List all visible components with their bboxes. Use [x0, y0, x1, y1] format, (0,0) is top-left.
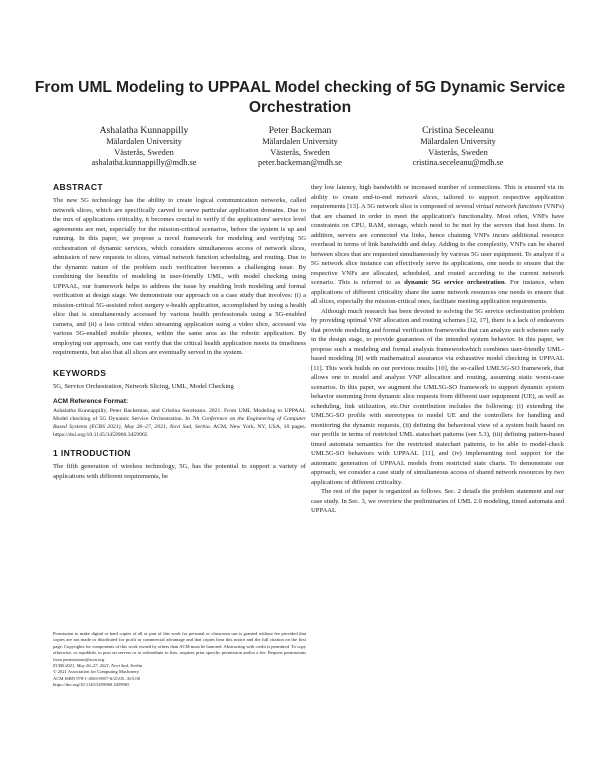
keywords-heading: KEYWORDS: [53, 367, 107, 378]
copyright-line: © 2021 Association for Computing Machinery.: [53, 669, 140, 675]
conference-line: ECBS 2021, May 26–27, 2021, Novi Sad, Serbia: [53, 663, 143, 669]
author-name: Cristina Seceleanu: [422, 125, 494, 136]
author-email[interactable]: peter.backeman@mdh.se: [258, 158, 342, 168]
paper-title: From UML Modeling to UPPAAL Model checking of 5G Dynamic Service Orchestration: [34, 79, 566, 116]
left-column: [53, 181, 306, 481]
introduction-paragraph-4: The rest of the paper is organized as follows. Sec. 2 details the problem statement and our case study. In Sec. 3, we overview the preliminaries of UML 2.0 modeling, timed automata and UPPAAL: [311, 488, 564, 514]
emphasis-vnf: virtual network functions: [475, 203, 543, 210]
introduction-paragraph-2: [311, 183, 564, 307]
right-column: [311, 183, 564, 516]
emphasis-dso: dynamic 5G service orchestration: [404, 279, 505, 286]
author-email[interactable]: cristina.seceleanu@mdh.se: [412, 158, 504, 168]
author-name: Ashalatha Kunnappilly: [99, 125, 189, 136]
introduction-paragraph-3: Although much research has been devoted to solving the 5G service orchestration problem by providing optimal VNF allocation and routing schemes [12, 17], there is a lack of endeavors that provide modeling and formal verification frameworks that can analyze such schemes early in the design stage, to provide guarantees of the intended system behavior. In this paper, we propose such a modeling and formal analysis frameworkwhich combines user-friendly UML-based modeling [8] with mathematical assurance via exhaustive model checking in UPPAAL [11]. This work builds on our previous results [10], the so-called UML5G-SO framework, that allows one to model and analyze VNF allocation and routing, assuming static worst-case scenarios. In this paper, we augment the UML5G-SO framework to support dynamic system behavior stemming from dynamic slice requests from different user equipment (UE), as well as scheduling, link utilization, etc.Our contribution includes the following: (i) extending the UML5G-SO profile with stereotypes to model UE and the controllers for handling and monitoring the dynamic requests, (ii) defining the behavioral view of a system built based on our profile in terms of restricted UML statechart patterns (see 5.3), (iii) defining pattern-based timed automata semantics for the restricted statechart patterns, to be able to model-check UML5G-SO behaviors with UPPAAL [11], and (iv) implementing tool support for the automatic generation of UPPAAL models from restricted state charts. To demonstrate our approach, we consider a case study of simultaneous access of shared network resources by two applications of different criticality.: [311, 307, 564, 486]
acm-reference-doi[interactable]: ACM, New York, NY, USA, 10 pages. https://doi.org/10.1145/3459960.3459965: [53, 423, 306, 439]
text-run: (VNFs) that are chained in order to meet the application's functionality. Most often, VNFs have constraints on CPU, RAM, storage, which need to be met by the servers that host them. In addition, servers are connected via links, hence chaining VNFs incurs additional resource overhead in terms of link bandwidth and delay. Adding to the complexity, VNFs can be shared between slices that are requested simultaneously by various 5G user equipment. To analyze if a 5G network slice instance can effectively serve its applications, one needs to ensure that the respective VNFs are allocated, scheduled, and routed according to the current network scenario. This is referred to as: [311, 203, 564, 286]
abstract-heading: ABSTRACT: [53, 182, 103, 192]
keywords-text: 5G, Service Orchestration, Network Slicing, UML, Model Checking: [53, 382, 234, 390]
text-run: , tailored to support respective application requirements [13]. A 5G network slice is composed of several: [311, 193, 564, 210]
author-block: [0, 125, 600, 177]
emphasis-network-slices: network slices: [396, 193, 438, 201]
acm-reference-venue: 7th Conference on the Engineering of Computer Based Systems (ECBS 2021), May 26–27, 2021, Novi Sad, Serbia.: [53, 415, 306, 430]
isbn-line: ACM ISBN 978-1-4503-8957-6/21/05...$15.00: [53, 675, 141, 681]
copyright-footnote: [53, 631, 306, 689]
acm-reference-text: [53, 407, 306, 440]
text-run: they low latency, high bandwidth or increased number of connections. This is ensured via its ability to create end-to-end: [311, 184, 564, 201]
author-affiliation: Mälardalen University: [106, 137, 182, 146]
author-email[interactable]: ashalatha.kunnappilly@mdh.se: [91, 158, 197, 168]
introduction-heading: 1 INTRODUCTION: [53, 448, 131, 459]
author-name: Peter Backeman: [268, 125, 332, 136]
permission-notice: Permission to make digital or hard copies of all or part of this work for personal or classroom use is granted without fee provided that copies are not made or distributed for profit or commercial advantage and that copies bear this notice and the full citation on the first page. Copyrights for components of this work owned by others than ACM must be honored. Abstracting with credit is permitted. To copy otherwise, or republish, to post on servers or to redistribute to lists, requires prior specific permission and/or a fee. Request permissions from permissions@acm.org.: [53, 631, 306, 662]
author-location: Västerås, Sweden: [270, 147, 330, 157]
doi-link[interactable]: https://doi.org/10.1145/3459960.3459965: [53, 682, 130, 688]
acm-reference-authors: Ashalatha Kunnappilly, Peter Backeman, and Cristina Seceleanu. 2021. From UML Modeling to UPPAAL Model checking of 5G Dynamic Service Orchestration. In: [53, 407, 306, 422]
author-location: Västerås, Sweden: [114, 147, 174, 157]
author-affiliation: Mälardalen University: [420, 137, 496, 146]
introduction-paragraph-1: The fifth generation of wireless technology, 5G, has the potential to support a variety of applications with different requirements, be: [53, 463, 306, 480]
author-3: [358, 125, 558, 169]
abstract-text: The new 5G technology has the ability to create logical communication networks, called network slices, which are specifically carved to serve particular application domains. Due to the mix of applications criticality, it becomes crucial to verify if the applications' service level agreements are met, especially for the mission-critical scenarios, before the system is up and running. In this paper, we propose a novel framework for modeling and verifying 5G orchestration of dynamic services, which considers simultaneous access of network slices, admission of new requests to slices, virtual network function scheduling, and routing. Due to the dynamic nature of the problem such verification becomes a challenging issue. By combining the benefits of modeling in user-friendly UML, with model checking using UPPAAL, our framework helps to address the issue by enabling both modeling and formal verification at design stage. We demonstrate our approach on a case study that involves: (i) a mission-critical 5G-assisted robot surgery e-health application, accomplished by using a health slice that is simultaneously accessed by various health professionals using a 5G-enabled camera, and (ii) a less critical video streaming application using a video slice, accessed via various 5G-enabled mobile phones, within the same area as the robotic application. By employing our approach, one can verify that the critical health application meets its timeliness requirements, but also that all slices are eventually served in the system.: [53, 197, 306, 356]
text-run: . For instance, when applications of different criticality share the same network resources one needs to ensure that all slices, especially the mission-critical ones, facilitate meeting application requirements.: [311, 279, 564, 305]
acm-reference-heading: ACM Reference Format:: [53, 398, 129, 405]
author-location: Västerås, Sweden: [428, 147, 488, 157]
author-affiliation: Mälardalen University: [262, 137, 338, 146]
